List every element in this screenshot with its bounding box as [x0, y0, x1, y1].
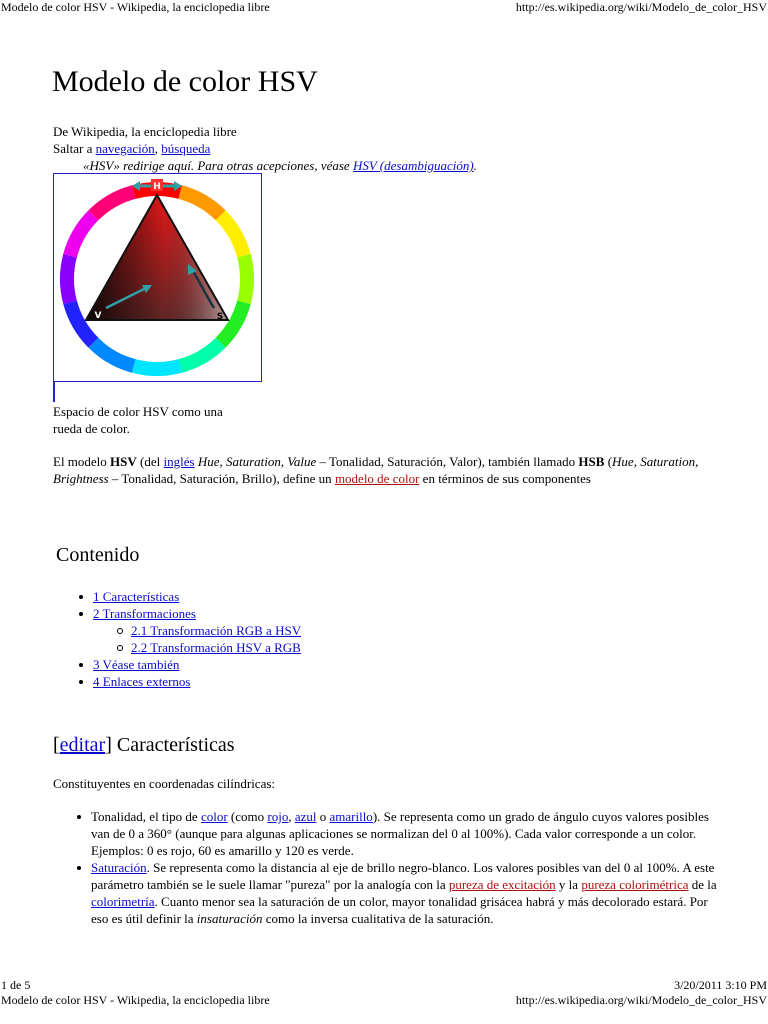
hsv-wheel-graphic — [54, 174, 261, 381]
intro-text: (del — [136, 454, 164, 469]
figure-caption — [53, 403, 273, 437]
toc-item — [93, 588, 301, 605]
intro-text: ( — [604, 454, 613, 469]
intro-paragraph — [53, 453, 723, 487]
list-item-saturacion — [91, 859, 721, 927]
bullet-text: (como — [227, 809, 268, 824]
link-colorimetria[interactable]: colorimetría — [91, 894, 155, 909]
toc-item — [93, 673, 301, 690]
intro-hsv-bold: HSV — [110, 454, 137, 469]
toc-link[interactable]: 1 Características — [93, 589, 180, 604]
value-label: V — [94, 311, 102, 321]
caption-line-2: rueda de color. — [53, 421, 130, 436]
edit-bracket: [ — [53, 734, 60, 756]
bullet-text: . Se representa como la distancia al eje de brillo negro-blanco. Los valores posibles van del 0 al 100%. A este parámetro también se le suele llamar "pureza" por la analogía con la — [91, 860, 715, 892]
toc — [56, 543, 139, 567]
intro-text: en términos de sus componentes — [419, 471, 591, 486]
toc-link[interactable]: 2.2 Transformación HSV a RGB — [131, 640, 301, 655]
print-header-title: Modelo de color HSV - Wikipedia, la enciclopedia libre — [1, 0, 270, 14]
bullet-text: y la — [555, 877, 582, 892]
intro-italic: Hue, Saturation, Value — [197, 454, 317, 469]
toc-subitem — [131, 639, 301, 656]
print-footer-page: 1 de 5 — [1, 978, 31, 992]
toc-link[interactable]: 2.1 Transformación RGB a HSV — [131, 623, 302, 638]
saturation-label: S — [216, 312, 224, 322]
toc-item — [93, 605, 301, 622]
page-title: Modelo de color HSV — [52, 65, 318, 98]
bullet-text: ). Se representa como un grado de ángulo cuyos valores posibles van de 0 a 360° (aunque para algunas aplicaciones se normalizan del 0 al 100%). Cada valor corresponde a un color. Ejemplos: 0 es rojo, 60 es amarillo y 120 es verde. — [91, 809, 709, 858]
section-heading-caracteristicas — [53, 732, 235, 758]
component-list — [91, 808, 721, 927]
link-pureza-de-excitacion[interactable]: pureza de excitación — [448, 877, 556, 892]
hatnote-text: «HSV» redirige aquí. Para otras acepciones, véase — [83, 158, 353, 173]
toc-list — [93, 588, 301, 690]
link-azul[interactable]: azul — [294, 809, 317, 824]
edit-section-link[interactable]: editar — [59, 734, 106, 756]
intro-italic: Hue, Saturation, Brightness — [53, 454, 699, 486]
bullet-text: , — [288, 809, 295, 824]
intro-text: El modelo — [53, 454, 111, 469]
jump-nav-link[interactable]: navegación — [95, 141, 155, 156]
bullet-text: o — [316, 809, 330, 824]
edit-bracket: ] — [105, 734, 112, 756]
toc-link[interactable]: 4 Enlaces externos — [93, 674, 191, 689]
hatnote-end: . — [473, 158, 477, 173]
intro-hsb-bold: HSB — [578, 454, 605, 469]
page2-header-url: http://es.wikipedia.org/wiki/Modelo_de_color_HSV — [515, 993, 767, 1007]
bullet-text: de la — [688, 877, 717, 892]
print-header-url: http://es.wikipedia.org/wiki/Modelo_de_color_HSV — [515, 0, 767, 14]
link-saturacion[interactable]: Saturación — [91, 860, 147, 875]
jump-sep: , — [154, 141, 162, 156]
page2-header-title: Modelo de color HSV - Wikipedia, la enciclopedia libre — [1, 993, 270, 1007]
bullet-text: . Cuanto menor sea la saturación de un color, mayor tonalidad grisácea habrá y más decolorado estará. Por eso es útil definir la — [91, 894, 708, 926]
link-amarillo[interactable]: amarillo — [329, 809, 373, 824]
figure-marker — [53, 382, 55, 402]
link-color[interactable]: color — [200, 809, 228, 824]
print-footer-datetime: 3/20/2011 3:10 PM — [674, 978, 767, 992]
jump-links — [53, 140, 733, 157]
intro-text: – Tonalidad, Saturación, Brillo), define un — [108, 471, 335, 486]
link-modelo-de-color[interactable]: modelo de color — [334, 471, 420, 486]
hatnote — [53, 157, 733, 174]
article-meta — [53, 123, 733, 174]
link-rojo[interactable]: rojo — [267, 809, 289, 824]
jump-prefix: Saltar a — [53, 141, 96, 156]
hatnote-link[interactable]: HSV (desambiguación) — [352, 158, 474, 173]
toc-item — [93, 656, 301, 673]
jump-search-link[interactable]: búsqueda — [161, 141, 211, 156]
toc-title: Contenido — [56, 544, 140, 566]
link-pureza-colorimetrica[interactable]: pureza colorimétrica — [581, 877, 689, 892]
section-title: Características — [111, 734, 235, 756]
link-ingles[interactable]: inglés — [163, 454, 195, 469]
bullet-text: Tonalidad, el tipo de — [91, 809, 201, 824]
intro-text: – Tonalidad, Saturación, Valor), también llamado — [316, 454, 579, 469]
list-item-tonalidad — [91, 808, 721, 859]
hsv-wheel-image[interactable] — [53, 173, 262, 382]
toc-link[interactable]: 2 Transformaciones — [93, 606, 196, 621]
toc-subitem — [131, 622, 301, 639]
caption-line-1: Espacio de color HSV como una — [53, 404, 223, 419]
bullet-text: como la inversa cualitativa de la saturación. — [262, 911, 494, 926]
bullet-italic: insaturación — [196, 911, 263, 926]
section-lead: Constituyentes en coordenadas cilíndricas: — [53, 776, 276, 791]
hue-label: H — [153, 182, 161, 192]
from-line: De Wikipedia, la enciclopedia libre — [53, 124, 237, 139]
toc-link[interactable]: 3 Véase también — [93, 657, 180, 672]
